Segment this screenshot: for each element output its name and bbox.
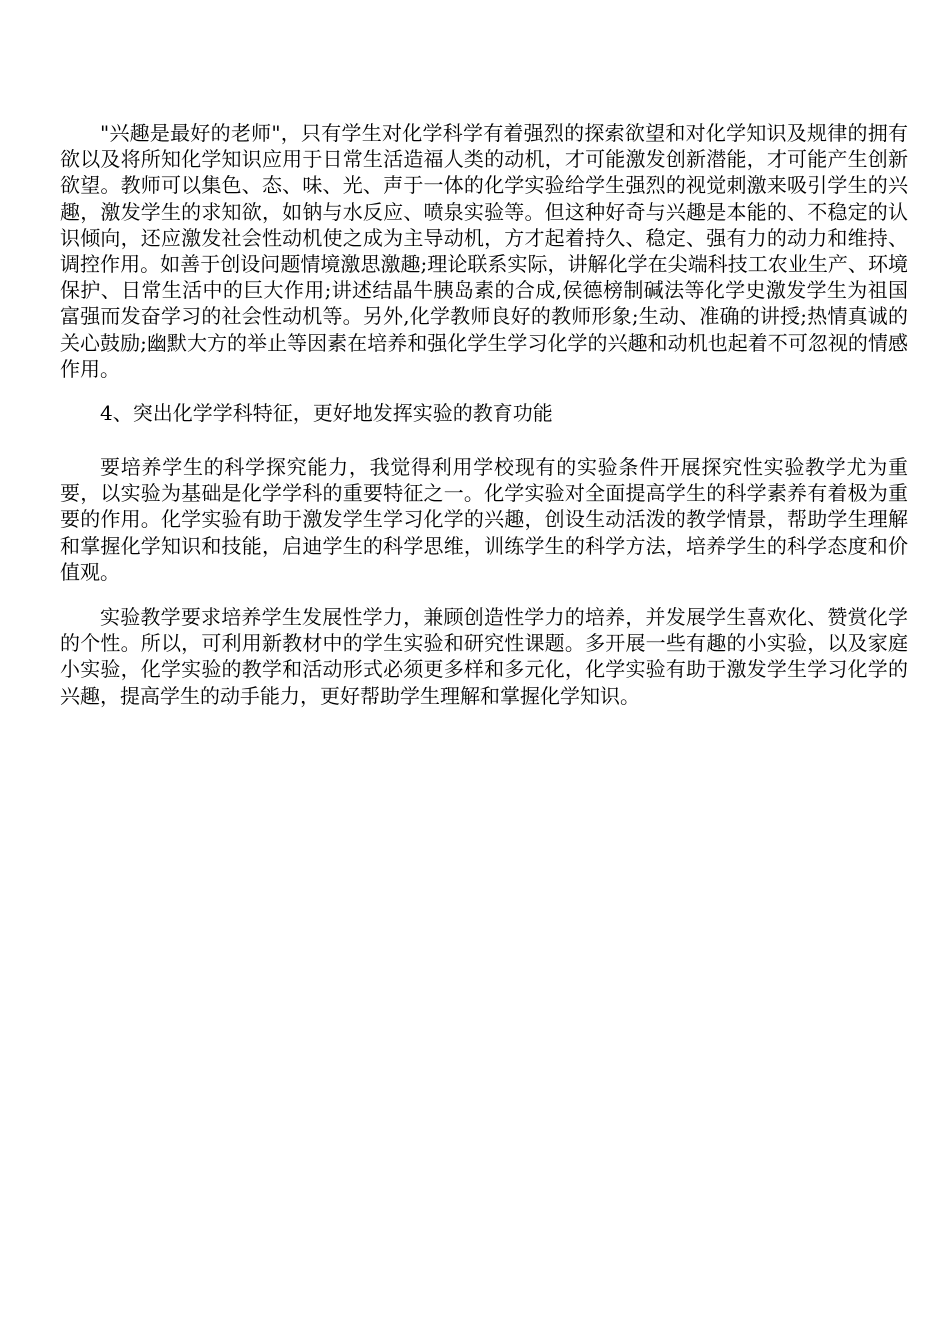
paragraph-interest-motivation: "兴趣是最好的老师"，只有学生对化学科学有着强烈的探索欲望和对化学知识及规律的拥有欲以及将所知化学知识应用于日常生活造福人类的动机，才可能激发创新潜能，才可能产生创新欲望。教师可以集色、态、味、光、声于一体的化学实验给学生强烈的视觉刺激来吸引学生的兴趣，激发学生的求知欲，如钠与水反应、喷泉实验等。但这种好奇与兴趣是本能的、不稳定的认识倾向，还应激发社会性动机使之成为主导动机，方才起着持久、稳定、强有力的动力和维持、调控作用。如善于创设问题情境激思激趣;理论联系实际，讲解化学在尖端科技工农业生产、环境保护、日常生活中的巨大作用;讲述结晶牛胰岛素的合成,侯德榜制碱法等化学史激发学生为祖国富强而发奋学习的社会性动机等。另外,化学教师良好的教师形象;生动、准确的讲授;热情真诚的关心鼓励;幽默大方的举止等因素在培养和强化学生学习化学的兴趣和动机也起着不可忽视的情感作用。: [60, 121, 908, 381]
section-heading-4: 4、突出化学学科特征，更好地发挥实验的教育功能: [100, 401, 553, 425]
paragraph-inquiry-ability: 要培养学生的科学探究能力，我觉得利用学校现有的实验条件开展探究性实验教学尤为重要，以实验为基础是化学学科的重要特征之一。化学实验对全面提高学生的科学素养有着极为重要的作用。化学实验有助于激发学生学习化学的兴趣，创设生动活泼的教学情景，帮助学生理解和掌握化学知识和技能，启迪学生的科学思维，训练学生的科学方法，培养学生的科学态度和价值观。: [60, 455, 908, 584]
paragraph-experiment-teaching: 实验教学要求培养学生发展性学力，兼顾创造性学力的培养，并发展学生喜欢化、赞赏化学的个性。所以，可利用新教材中的学生实验和研究性课题。多开展一些有趣的小实验，以及家庭小实验，化学实验的教学和活动形式必须更多样和多元化，化学实验有助于激发学生学习化学的兴趣，提高学生的动手能力，更好帮助学生理解和掌握化学知识。: [60, 605, 908, 708]
